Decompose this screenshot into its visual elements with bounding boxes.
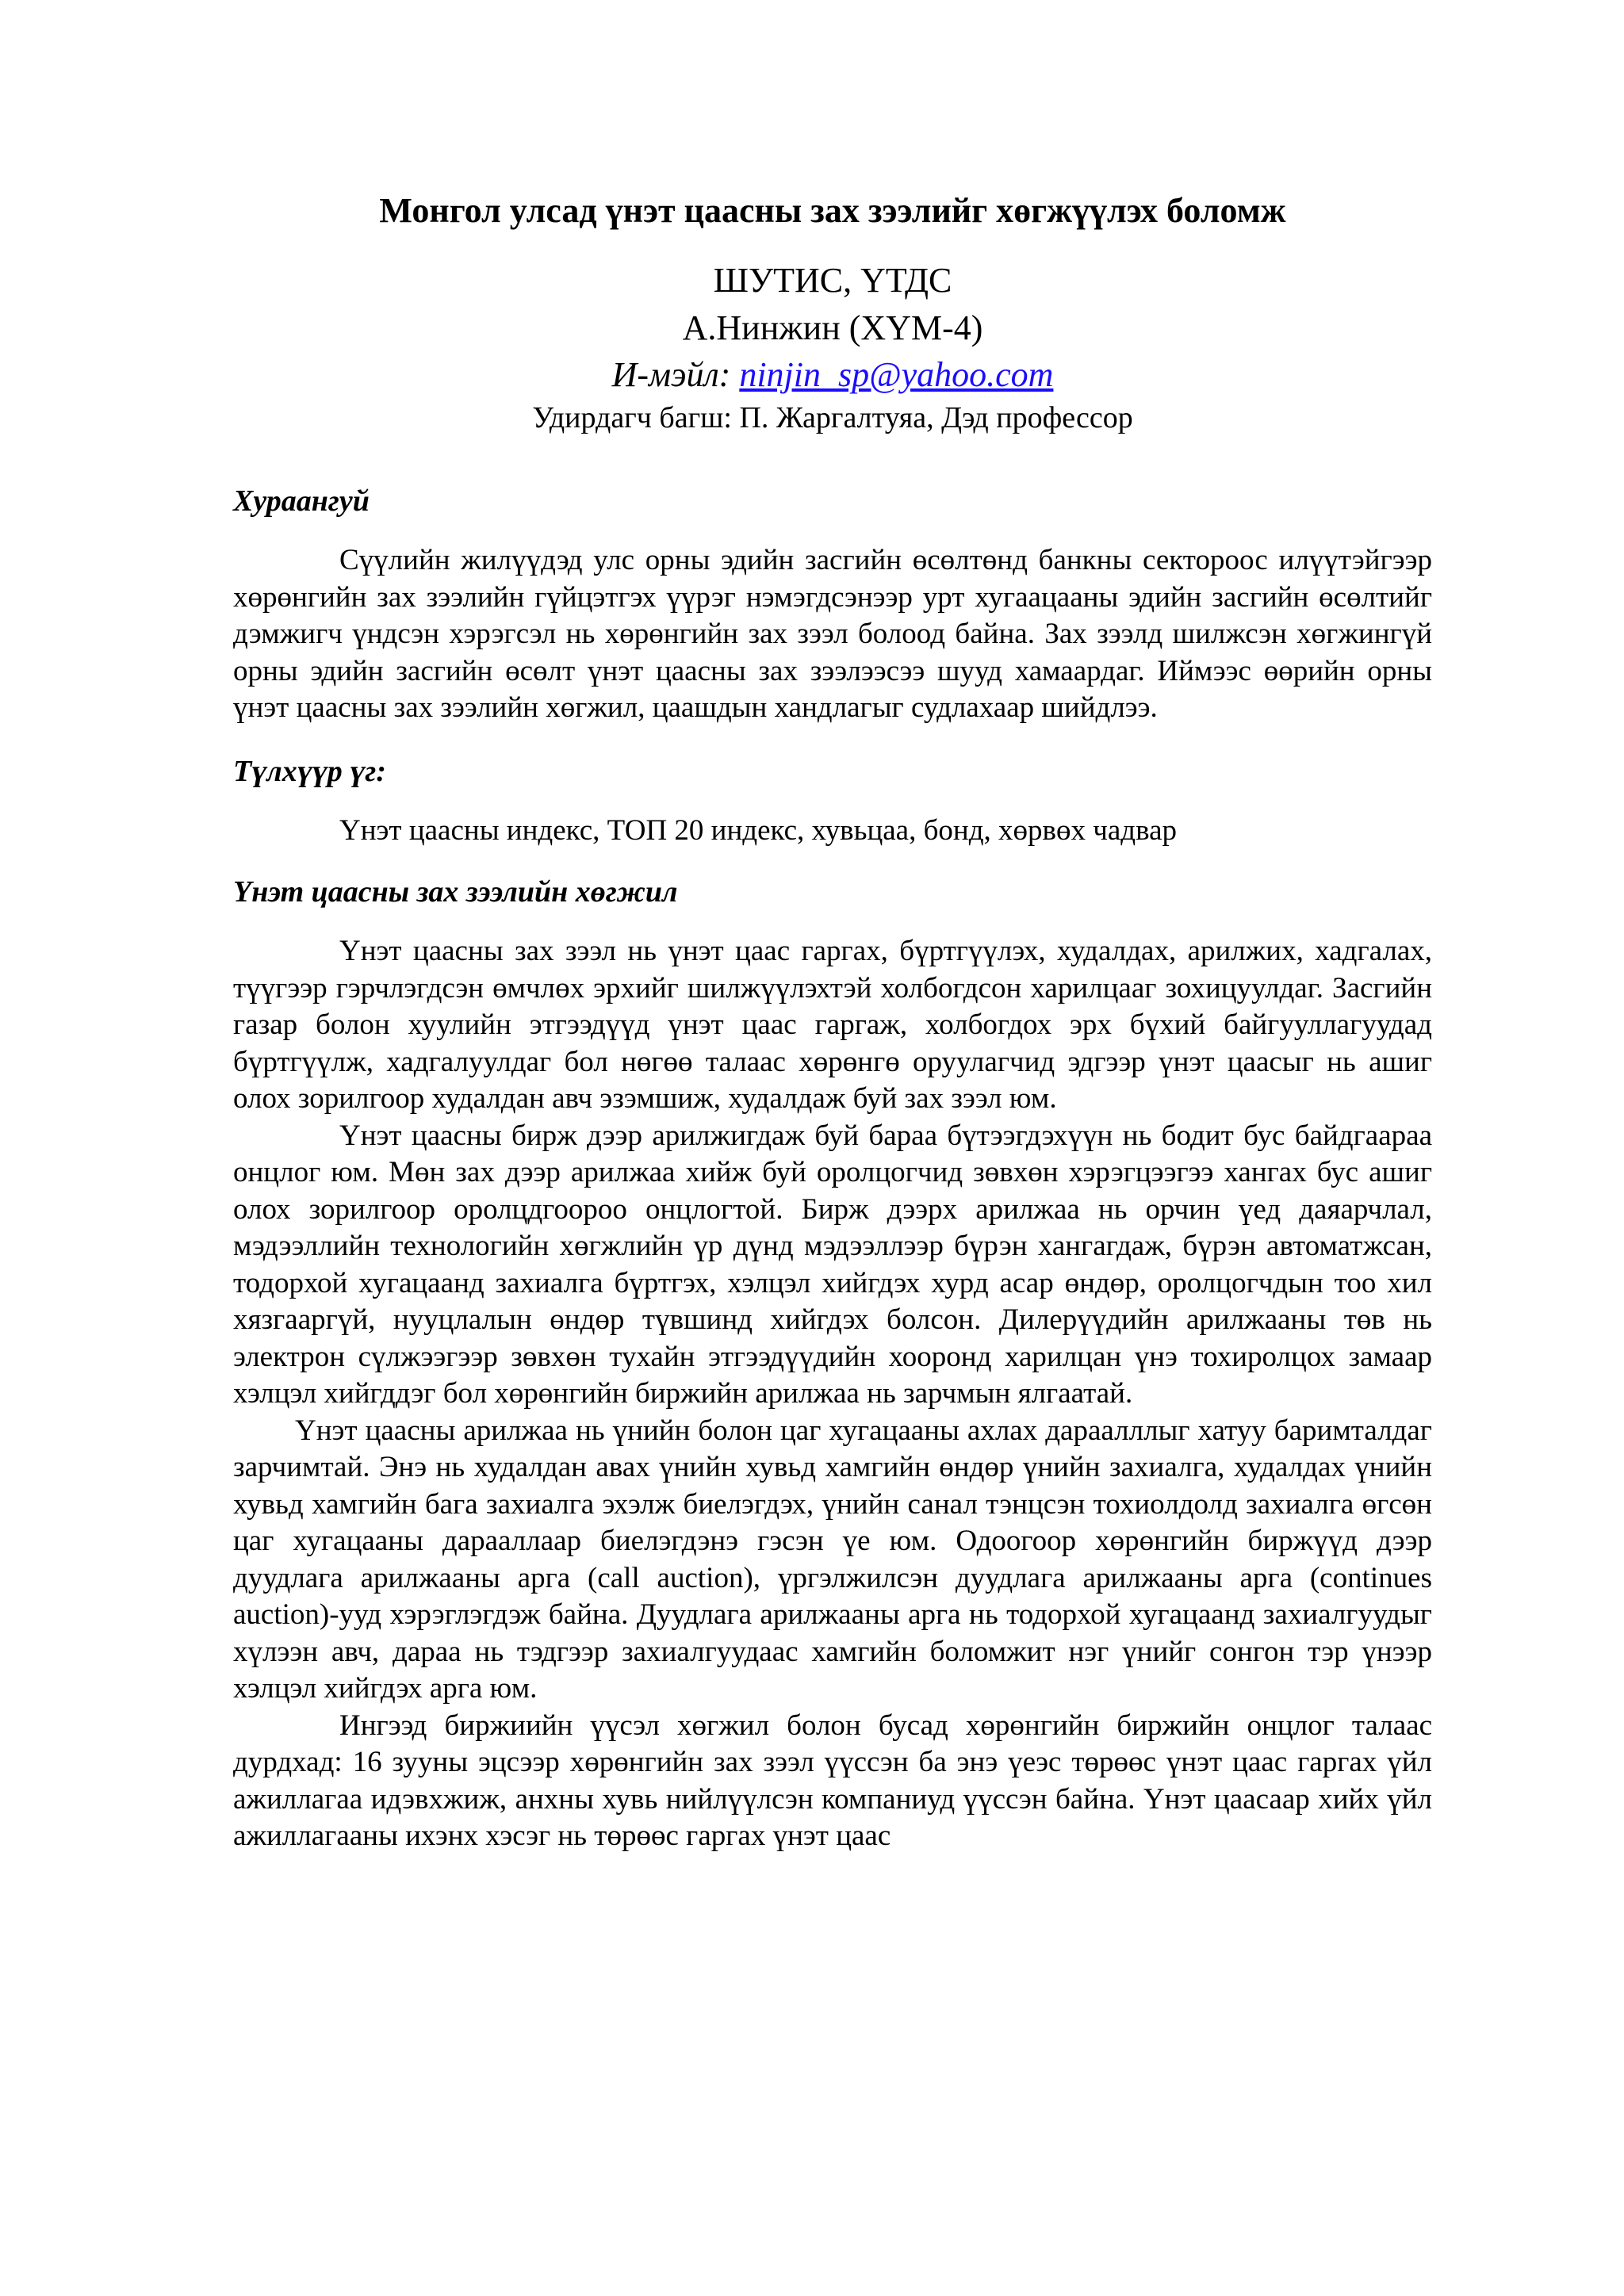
email-line <box>233 352 1432 398</box>
affiliation: ШУТИС, ҮТДС <box>713 261 952 300</box>
email-link[interactable]: ninjin_sp@yahoo.com <box>739 355 1054 394</box>
supervisor: Удирдагч багш: П. Жаргалтуяа, Дэд профессор <box>532 401 1133 434</box>
body-paragraph: Ингээд биржиийн үүсэл хөгжил болон бусад хөрөнгийн биржийн онцлог талаас дурдхад: 16 зууны эцсээр хөрөнгийн зах зээл үүссэн ба энэ үеэс төрөөс үнэт цаас гаргах үйл ажиллагаа идэвхжиж, анхны хувь нийлүүлсэн компаниуд үүссэн байна. Үнэт цаасаар хийх үйл ажиллагааны ихэнх хэсэг нь төрөөс гаргах үнэт цаас <box>233 1709 1432 1852</box>
body-paragraph: Үнэт цаасны зах зээл нь үнэт цаас гаргах, бүртгүүлэх, худалдах, арилжих, хадгалах, түүгээр гэрчлэгдсэн өмчлөх эрхийг шилжүүлэхтэй холбогдсон харилцааг зохицуулдаг. Засгийн газар болон хуулийн этгээдүүд үнэт цаас гаргаж, холбогдох эрх бүхий байгууллагуудад бүртгүүлж, хадгалуулдаг бол нөгөө талаас хөрөнгө оруулагчид эдгээр үнэт цаасыг нь ашиг олох зорилгоор худалдан авч эзэмшиж, худалдаж буй зах зээл юм. <box>233 935 1432 1115</box>
author-block <box>233 257 1432 438</box>
abstract-text: Сүүлийн жилүүдэд улс орны эдийн засгийн өсөлтөнд банкны сектороос илүүтэйгээр хөрөнгийн зах зээлийн гүйцэтгэх үүрэг нэмэгдсэнээр урт хугаацааны эдийн засгийн өсөлтийг дэмжигч үндсэн хэрэгсэл нь хөрөнгийн зах зээл болоод байна. Зах зээлд шилжсэн хөгжингүй орны эдийн засгийн өсөлт үнэт цаасны зах зээлээсээ шууд хамаардаг. Иймээс өөрийн орны үнэт цаасны зах зээлийн хөгжил, цаашдын хандлагыг судлахаар шийдлээ. <box>233 544 1432 724</box>
paper-page <box>233 187 1432 1855</box>
keywords-text: Үнэт цаасны индекс, ТОП 20 индекс, хувьцаа, бонд, хөрвөх чадвар <box>339 813 1178 847</box>
author-name: А.Нинжин (ХҮМ-4) <box>682 308 983 347</box>
email-label: И-мэйл: <box>611 355 740 394</box>
section-heading: Үнэт цаасны зах зээлийн хөгжил <box>233 875 678 909</box>
abstract-heading: Хураангуй <box>233 484 370 518</box>
paper-title: Монгол улсад үнэт цаасны зах зээлийг хөгжүүлэх боломж <box>379 191 1286 230</box>
body-paragraph: Үнэт цаасны арилжаа нь үнийн болон цаг хугацааны ахлах дараалллыг хатуу баримталдаг зарчимтай. Энэ нь худалдан авах үнийн хувьд хамгийн өндөр үнийн захиалга, худалдах үнийн хувьд хамгийн бага захиалга эхэлж биелэгдэх, үнийн санал тэнцсэн тохиолдолд захиалга өгсөн цаг хугацааны дарааллаар биелэгдэнэ гэсэн үе юм. Одоогоор хөрөнгийн биржүүд дээр дуудлага арилжааны арга (call auction), үргэлжилсэн дуудлага арилжааны арга (continues auction)-ууд хэрэглэгдэж байна. Дуудлага арилжааны арга нь тодорхой хугацаанд захиалгуудыг хүлээн авч, дараа нь тэдгээр захиалгуудаас хамгийн боломжит нэг үнийг сонгон тэр үнээр хэлцэл хийгдэх арга юм. <box>233 1414 1432 1705</box>
body-paragraph: Үнэт цаасны бирж дээр арилжигдаж буй бараа бүтээгдэхүүн нь бодит бус байдгаараа онцлог юм. Мөн зах дээр арилжаа хийж буй оролцогчид зөвхөн хэрэгцээгээ хангах бус ашиг олох зорилгоор оролцдгоороо онцлогтой. Бирж дээрх арилжаа нь орчин үед даяарчлал, мэдээллийн технологийн хөгжлийн үр дүнд мэдээллээр бүрэн хангагдаж, бүрэн автоматжсан, тодорхой хугацаанд захиалга бүртгэх, хэлцэл хийгдэх хурд асар өндөр, оролцогчдын тоо хил хязгааргүй, нууцлалын өндөр түвшинд хийгдэх болсон. Дилерүүдийн арилжааны төв нь электрон сүлжээгээр зөвхөн тухайн этгээдүүдийн хооронд харилцан үнэ тохиролцох замаар хэлцэл хийгддэг бол хөрөнгийн биржийн арилжаа нь зарчмын ялгаатай. <box>233 1119 1432 1410</box>
keywords-heading: Түлхүүр үг: <box>233 754 386 788</box>
